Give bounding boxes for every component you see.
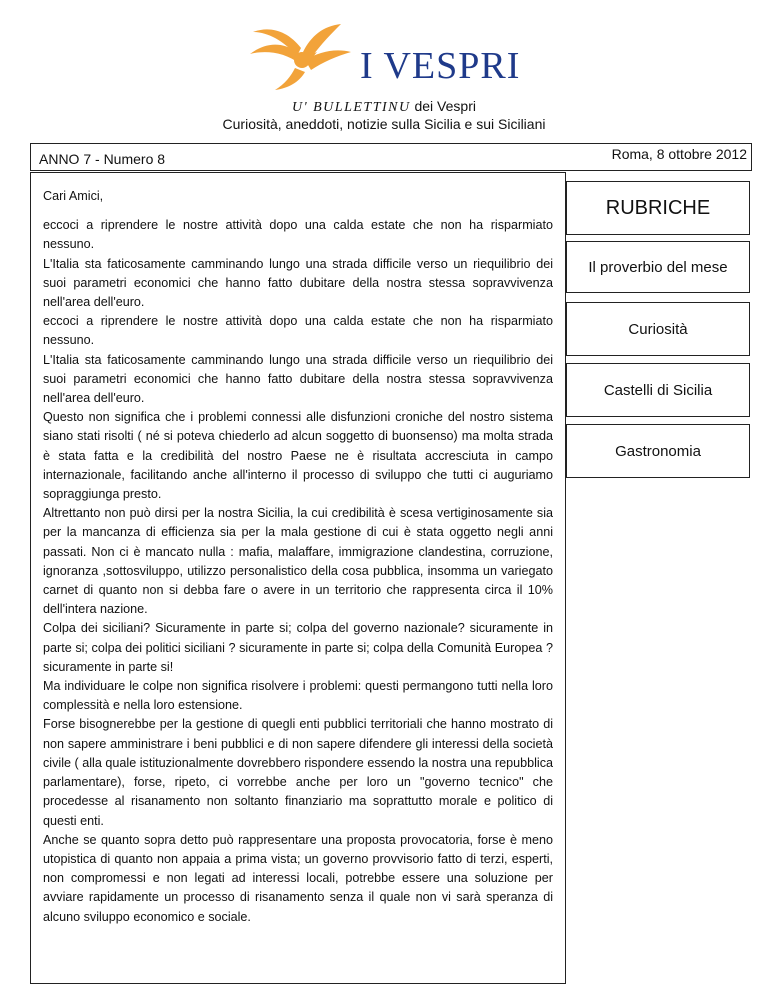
paragraph: L'Italia sta faticosamente camminando lungo una strada difficile verso un riequilibrio dei suoi parametri economici che hanno fatto dubitare della nostra stessa sopravvivenza nell'area dell'euro.	[43, 352, 553, 406]
article-box	[30, 172, 566, 984]
issue-bar	[30, 143, 752, 171]
eagle-emblem-icon	[245, 22, 355, 92]
paragraph: L'Italia sta faticosamente camminando lungo una strada difficile verso un riequilibrio dei suoi parametri economici che hanno fatto dubitare della nostra stessa sopravvivenza nell'area dell'euro.	[43, 256, 553, 310]
sidebar-item-proverbio[interactable]: Il proverbio del mese	[566, 241, 750, 293]
tagline: Curiosità, aneddoti, notizie sulla Sicilia e sui Siciliani	[222, 116, 546, 132]
bulletin-name: U' BULLETTINU	[292, 100, 411, 115]
paragraph: Ma individuare le colpe non significa risolvere i problemi: questi permangono tutti nella loro complessità e nella loro estensione.	[43, 679, 553, 713]
paragraph: Anche se quanto sopra detto può rappresentare una proposta provocatoria, forse è meno utopistica di quanto non appaia a prima vista; un governo provvisorio fatto di terzi, esperti, non compromessi e non legati ad interessi locali, potrebbe essere una soluzione per avviare rapidamente un processo di risanamento senza il quale non vi sarà speranza di alcuno sviluppo economico e sociale.	[43, 832, 553, 924]
sidebar-item-castelli[interactable]: Castelli di Sicilia	[566, 363, 750, 417]
paragraph: Colpa dei siciliani? Sicuramente in parte si; colpa del governo nazionale? sicuramente in parte si; colpa dei politici siciliani ? sicuramente in parte si; colpa della Comunità Europea ? sicuramente in parte si!	[43, 621, 553, 674]
bulletin-suffix: dei Vespri	[414, 98, 476, 114]
paragraph: Forse bisognerebbe per la gestione di quegli enti pubblici territoriali che hanno mostrato di non sapere amministrare i beni pubblici e di non sapere difendere gli interessi della società civile ( alla quale istituzionalmente dovrebbero rispondere essendo la nostra una repubblica parlamentare), forse, ripeto, ci vorrebbe anche per loro un "governo tecnico" che procedesse al risanamento non soltanto finanziario ma soprattutto morale e politico di questi enti.	[43, 717, 553, 828]
paragraph: Altrettanto non può dirsi per la nostra Sicilia, la cui credibilità è scesa vertiginosamente sia per la mancanza di efficienza sia per la mala gestione di cui è stata oggetto negli anni passati. Non ci è mancato nulla : mafia, malaffare, immigrazione clandestina, corruzione, ignoranza ,sottosviluppo, utilizzo personalistico della cosa pubblica, insomma un variegato carnet di quanto non si debba fare o avere in un territorio che rappresenta circa il 10% dell'intera nazione.	[43, 506, 553, 617]
sidebar-item-curiosita[interactable]: Curiosità	[566, 302, 750, 356]
paragraph: eccoci a riprendere le nostre attività dopo una calda estate che non ha risparmiato nessuno.	[43, 314, 553, 348]
article-body	[43, 187, 553, 927]
greeting: Cari Amici,	[43, 189, 104, 203]
issue-date: Roma, 8 ottobre 2012	[611, 146, 747, 162]
logo-wordmark: I VESPRI	[360, 45, 521, 87]
sidebar-heading: RUBRICHE	[566, 181, 750, 235]
paragraph: Questo non significa che i problemi connessi alle disfunzioni croniche del nostro sistema siano stati risolti ( né si poteva chiederlo ad alcun soggetto di buonsenso) ma molta strada è stata fatta e la credibilità del nostro Paese ne è risultata accresciuta in campo internazionale, facilitando anche all'interno il processo di sviluppo che tutti ci auguriamo sopraggiunga presto.	[43, 410, 553, 502]
sidebar-item-gastronomia[interactable]: Gastronomia	[566, 424, 750, 478]
issue-number: ANNO 7 - Numero 8	[39, 151, 166, 167]
paragraph: eccoci a riprendere le nostre attività dopo una calda estate che non ha risparmiato nessuno.	[43, 218, 553, 252]
bulletin-title	[0, 98, 768, 116]
